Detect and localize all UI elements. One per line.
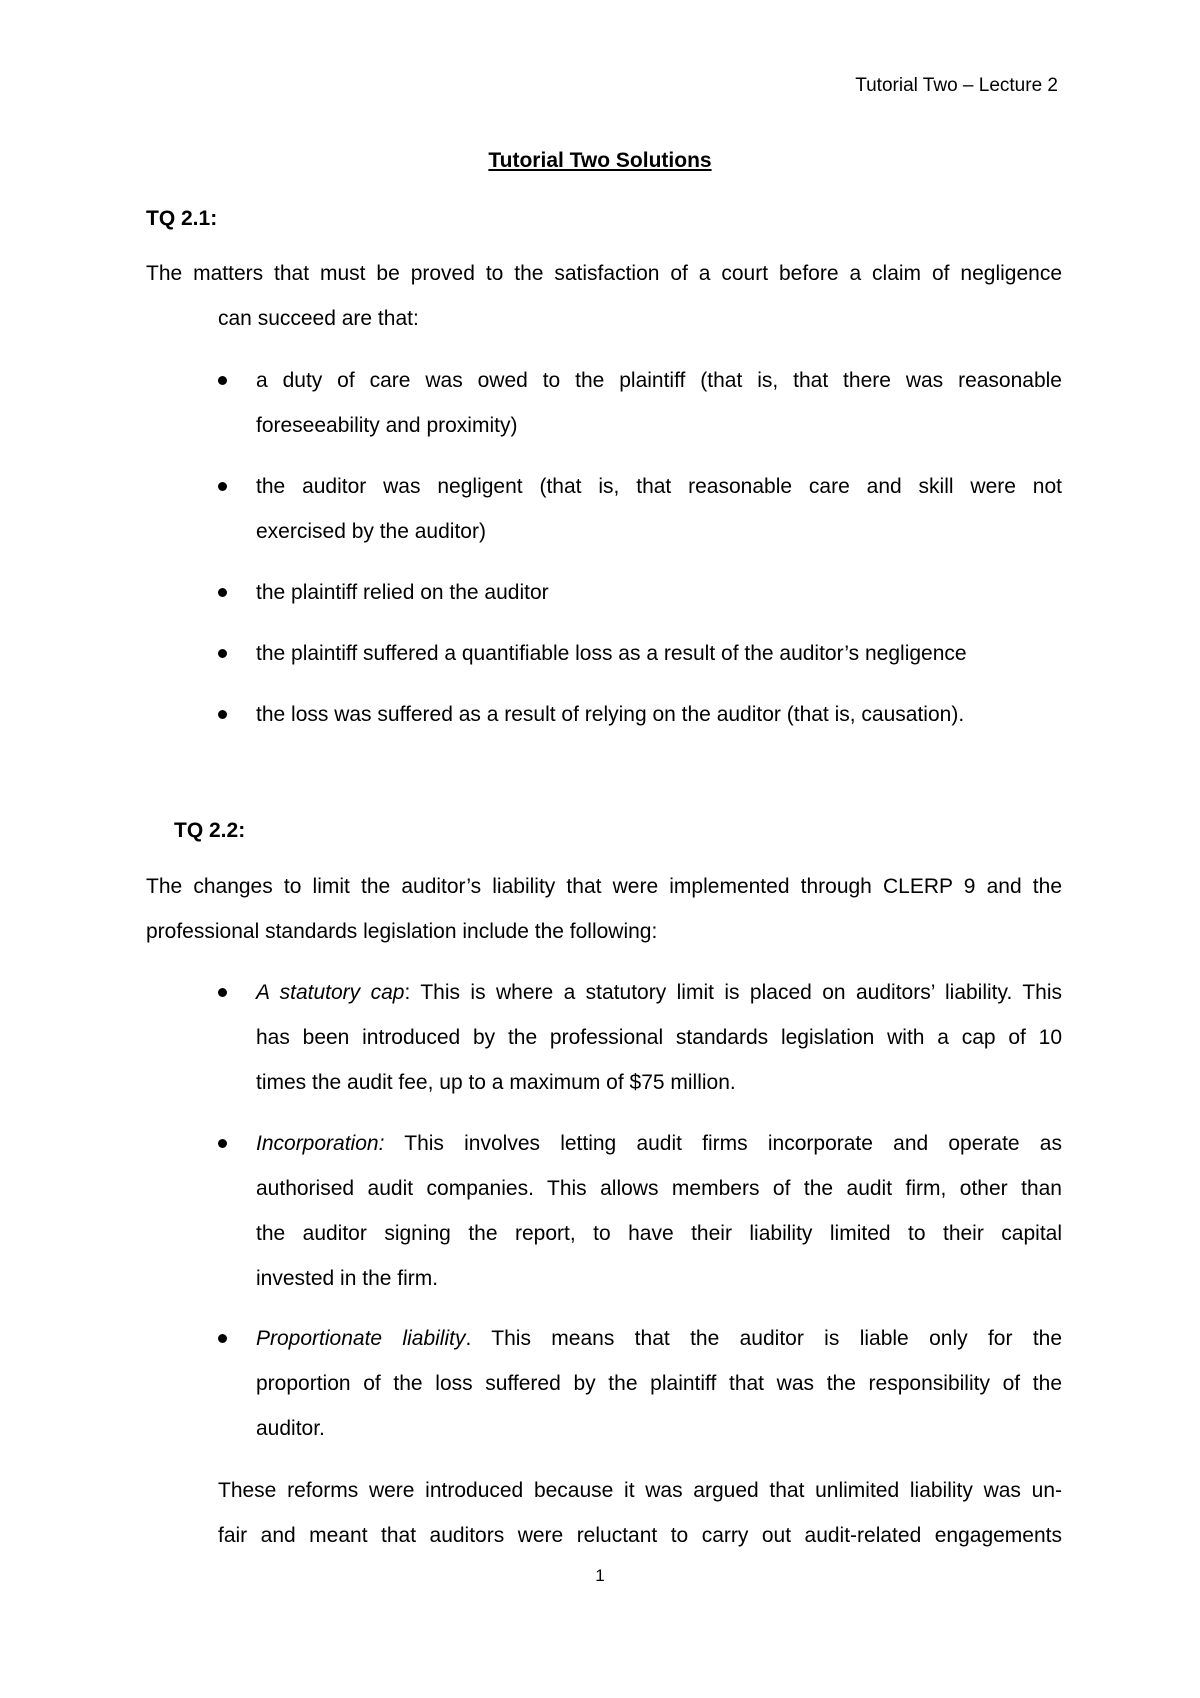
list-item-line: the auditor was negligent (that is, that reasonable care and skill were not	[256, 475, 1062, 498]
list-item-text	[256, 631, 1062, 676]
term-label: A statutory cap	[256, 981, 405, 1004]
question-heading-2-2: TQ 2.2:	[174, 819, 246, 842]
list-item-line: a duty of care was owed to the plaintiff (that is, that there was reasonable	[256, 369, 1062, 392]
list-item-line: the plaintiff suffered a quantifiable loss as a result of the auditor’s negligence	[256, 642, 967, 665]
list-item-text	[256, 970, 1062, 1105]
list-item-line: the plaintiff relied on the auditor	[256, 581, 549, 604]
intro-line: The matters that must be proved to the satisfaction of a court before a claim of negligence	[146, 262, 1062, 285]
list-item-line: proportion of the loss suffered by the plaintiff that was the responsibility of the	[256, 1372, 1062, 1395]
list-item-line: exercised by the auditor)	[256, 520, 486, 543]
question-heading-2-1: TQ 2.1:	[146, 207, 218, 230]
term-label: Proportionate liability	[256, 1327, 466, 1350]
bullet-icon	[218, 649, 227, 658]
term-label: Incorporation:	[256, 1132, 385, 1155]
running-header: Tutorial Two – Lecture 2	[855, 75, 1058, 96]
list-item-line: invested in the firm.	[256, 1267, 439, 1290]
list-item-line: has been introduced by the professional standards legislation with a cap of 10	[256, 1026, 1062, 1049]
list-item-text	[256, 570, 1062, 615]
list-item-line: foreseeability and proximity)	[256, 414, 518, 437]
list-item-text	[256, 358, 1062, 448]
intro-line: can succeed are that:	[218, 307, 419, 330]
list-item-line: authorised audit companies. This allows members of the audit firm, other than	[256, 1177, 1062, 1200]
list-item-line: times the audit fee, up to a maximum of $75 million.	[256, 1071, 736, 1094]
intro-line: professional standards legislation include the following:	[146, 920, 658, 943]
term-description: This involves letting audit firms incorporate and operate as	[384, 1132, 1062, 1155]
list-item-text	[256, 1316, 1062, 1451]
closing-line: These reforms were introduced because it was argued that unlimited liability was un-	[218, 1479, 1062, 1502]
bullet-icon	[218, 588, 227, 597]
page-number: 1	[595, 1566, 605, 1585]
list-item-line: auditor.	[256, 1417, 325, 1440]
question-2-2-intro	[146, 864, 1062, 954]
list-item-text	[256, 1121, 1062, 1301]
list-item-line	[256, 1316, 1062, 1361]
bullet-icon	[218, 482, 227, 491]
list-item-line: the loss was suffered as a result of relying on the auditor (that is, causation).	[256, 703, 965, 726]
list-item-text	[256, 692, 1062, 737]
bullet-icon	[218, 988, 227, 997]
bullet-icon	[218, 710, 227, 719]
list-item-text	[256, 464, 1062, 554]
intro-line: The changes to limit the auditor’s liability that were implemented through CLERP 9 and the	[146, 875, 1062, 898]
closing-paragraph	[218, 1468, 1062, 1558]
closing-line: fair and meant that auditors were reluctant to carry out audit-related engagements	[218, 1524, 1062, 1547]
term-description: . This means that the auditor is liable only for the	[465, 1327, 1063, 1350]
question-2-1-intro	[146, 251, 1062, 341]
bullet-icon	[218, 1139, 227, 1148]
term-description: : This is where a statutory limit is placed on auditors’ liability. This	[404, 981, 1062, 1004]
list-item-line	[256, 1121, 1062, 1166]
bullet-icon	[218, 1334, 227, 1343]
document-title: Tutorial Two Solutions	[488, 149, 712, 172]
list-item-line	[256, 970, 1062, 1015]
bullet-icon	[218, 376, 227, 385]
list-item-line: the auditor signing the report, to have their liability limited to their capital	[256, 1222, 1062, 1245]
